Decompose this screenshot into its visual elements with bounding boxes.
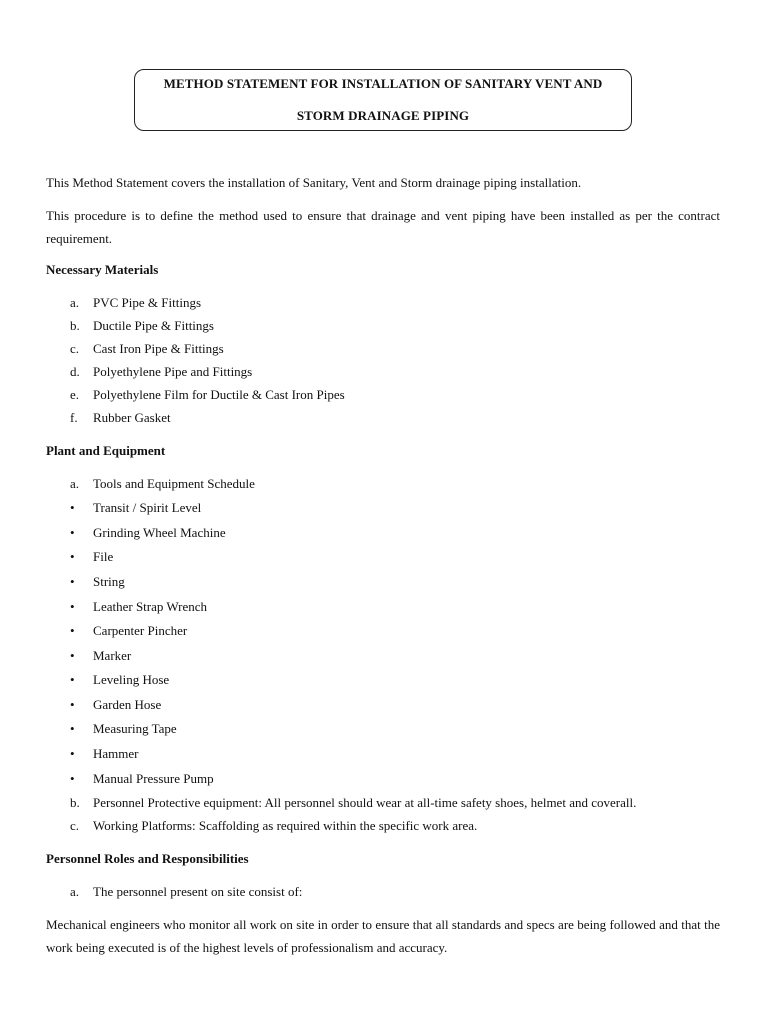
list-marker: d. xyxy=(70,364,80,379)
list-item-text: String xyxy=(93,574,125,589)
bullet-icon: • xyxy=(70,771,75,786)
list-item-text: Leveling Hose xyxy=(93,672,170,687)
bullet-icon: • xyxy=(70,672,75,687)
bullet-icon: • xyxy=(70,721,75,736)
list-item-text: PVC Pipe & Fittings xyxy=(93,295,201,310)
list-marker: a. xyxy=(70,295,80,310)
bullet-icon: • xyxy=(70,599,75,614)
bullet-icon: • xyxy=(70,525,75,540)
list-item-text: Ductile Pipe & Fittings xyxy=(93,318,214,333)
list-item-text: Transit / Spirit Level xyxy=(93,500,202,515)
list-item-text: Rubber Gasket xyxy=(93,410,171,425)
list-item-text: Personnel Protective equipment: All personnel should wear at all-time safety shoes, helmet and coverall. xyxy=(93,795,637,810)
list-marker: a. xyxy=(70,476,80,491)
list-item-text: Manual Pressure Pump xyxy=(93,771,214,786)
list-item-text: Measuring Tape xyxy=(93,721,177,736)
personnel-heading: Personnel Roles and Responsibilities xyxy=(46,851,249,866)
list-marker: b. xyxy=(70,318,80,333)
list-marker: a. xyxy=(70,884,80,899)
list-marker: b. xyxy=(70,795,80,810)
bullet-icon: • xyxy=(70,500,75,515)
intro-paragraph-1: This Method Statement covers the installation of Sanitary, Vent and Storm drainage piping installation. xyxy=(46,175,582,190)
equipment-heading: Plant and Equipment xyxy=(46,443,166,458)
materials-heading: Necessary Materials xyxy=(46,262,159,277)
list-item-text: Cast Iron Pipe & Fittings xyxy=(93,341,224,356)
list-item-text: Grinding Wheel Machine xyxy=(93,525,226,540)
list-item-text: The personnel present on site consist of: xyxy=(93,884,303,899)
personnel-paragraph: Mechanical engineers who monitor all work on site in order to ensure that all standards and specs are being followed and that the work being executed is of the highest levels of professionalism and accuracy. xyxy=(46,917,720,955)
bullet-icon: • xyxy=(70,746,75,761)
list-item-text: Garden Hose xyxy=(93,697,162,712)
bullet-icon: • xyxy=(70,623,75,638)
bullet-icon: • xyxy=(70,648,75,663)
document-title-line-2: STORM DRAINAGE PIPING xyxy=(296,108,470,123)
list-item-text: Marker xyxy=(93,648,132,663)
bullet-icon: • xyxy=(70,549,75,564)
list-item-text: File xyxy=(93,549,114,564)
list-item-text: Hammer xyxy=(93,746,139,761)
list-marker: c. xyxy=(70,818,80,833)
bullet-icon: • xyxy=(70,697,75,712)
intro-paragraph-2: This procedure is to define the method used to ensure that drainage and vent piping have been installed as per the contract requirement. xyxy=(46,208,720,246)
bullet-icon: • xyxy=(70,574,75,589)
list-item-text: Polyethylene Film for Ductile & Cast Iron Pipes xyxy=(93,387,345,402)
list-marker: f. xyxy=(70,410,78,425)
list-item-text: Leather Strap Wrench xyxy=(93,599,208,614)
document-title-line-1: METHOD STATEMENT FOR INSTALLATION OF SANITARY VENT AND xyxy=(163,76,603,91)
list-marker: e. xyxy=(70,387,80,402)
list-marker: c. xyxy=(70,341,80,356)
title-box xyxy=(134,69,632,131)
list-item-text: Polyethylene Pipe and Fittings xyxy=(93,364,253,379)
list-item-text: Tools and Equipment Schedule xyxy=(93,476,255,491)
list-item-text: Working Platforms: Scaffolding as required within the specific work area. xyxy=(93,818,478,833)
list-item-text: Carpenter Pincher xyxy=(93,623,188,638)
